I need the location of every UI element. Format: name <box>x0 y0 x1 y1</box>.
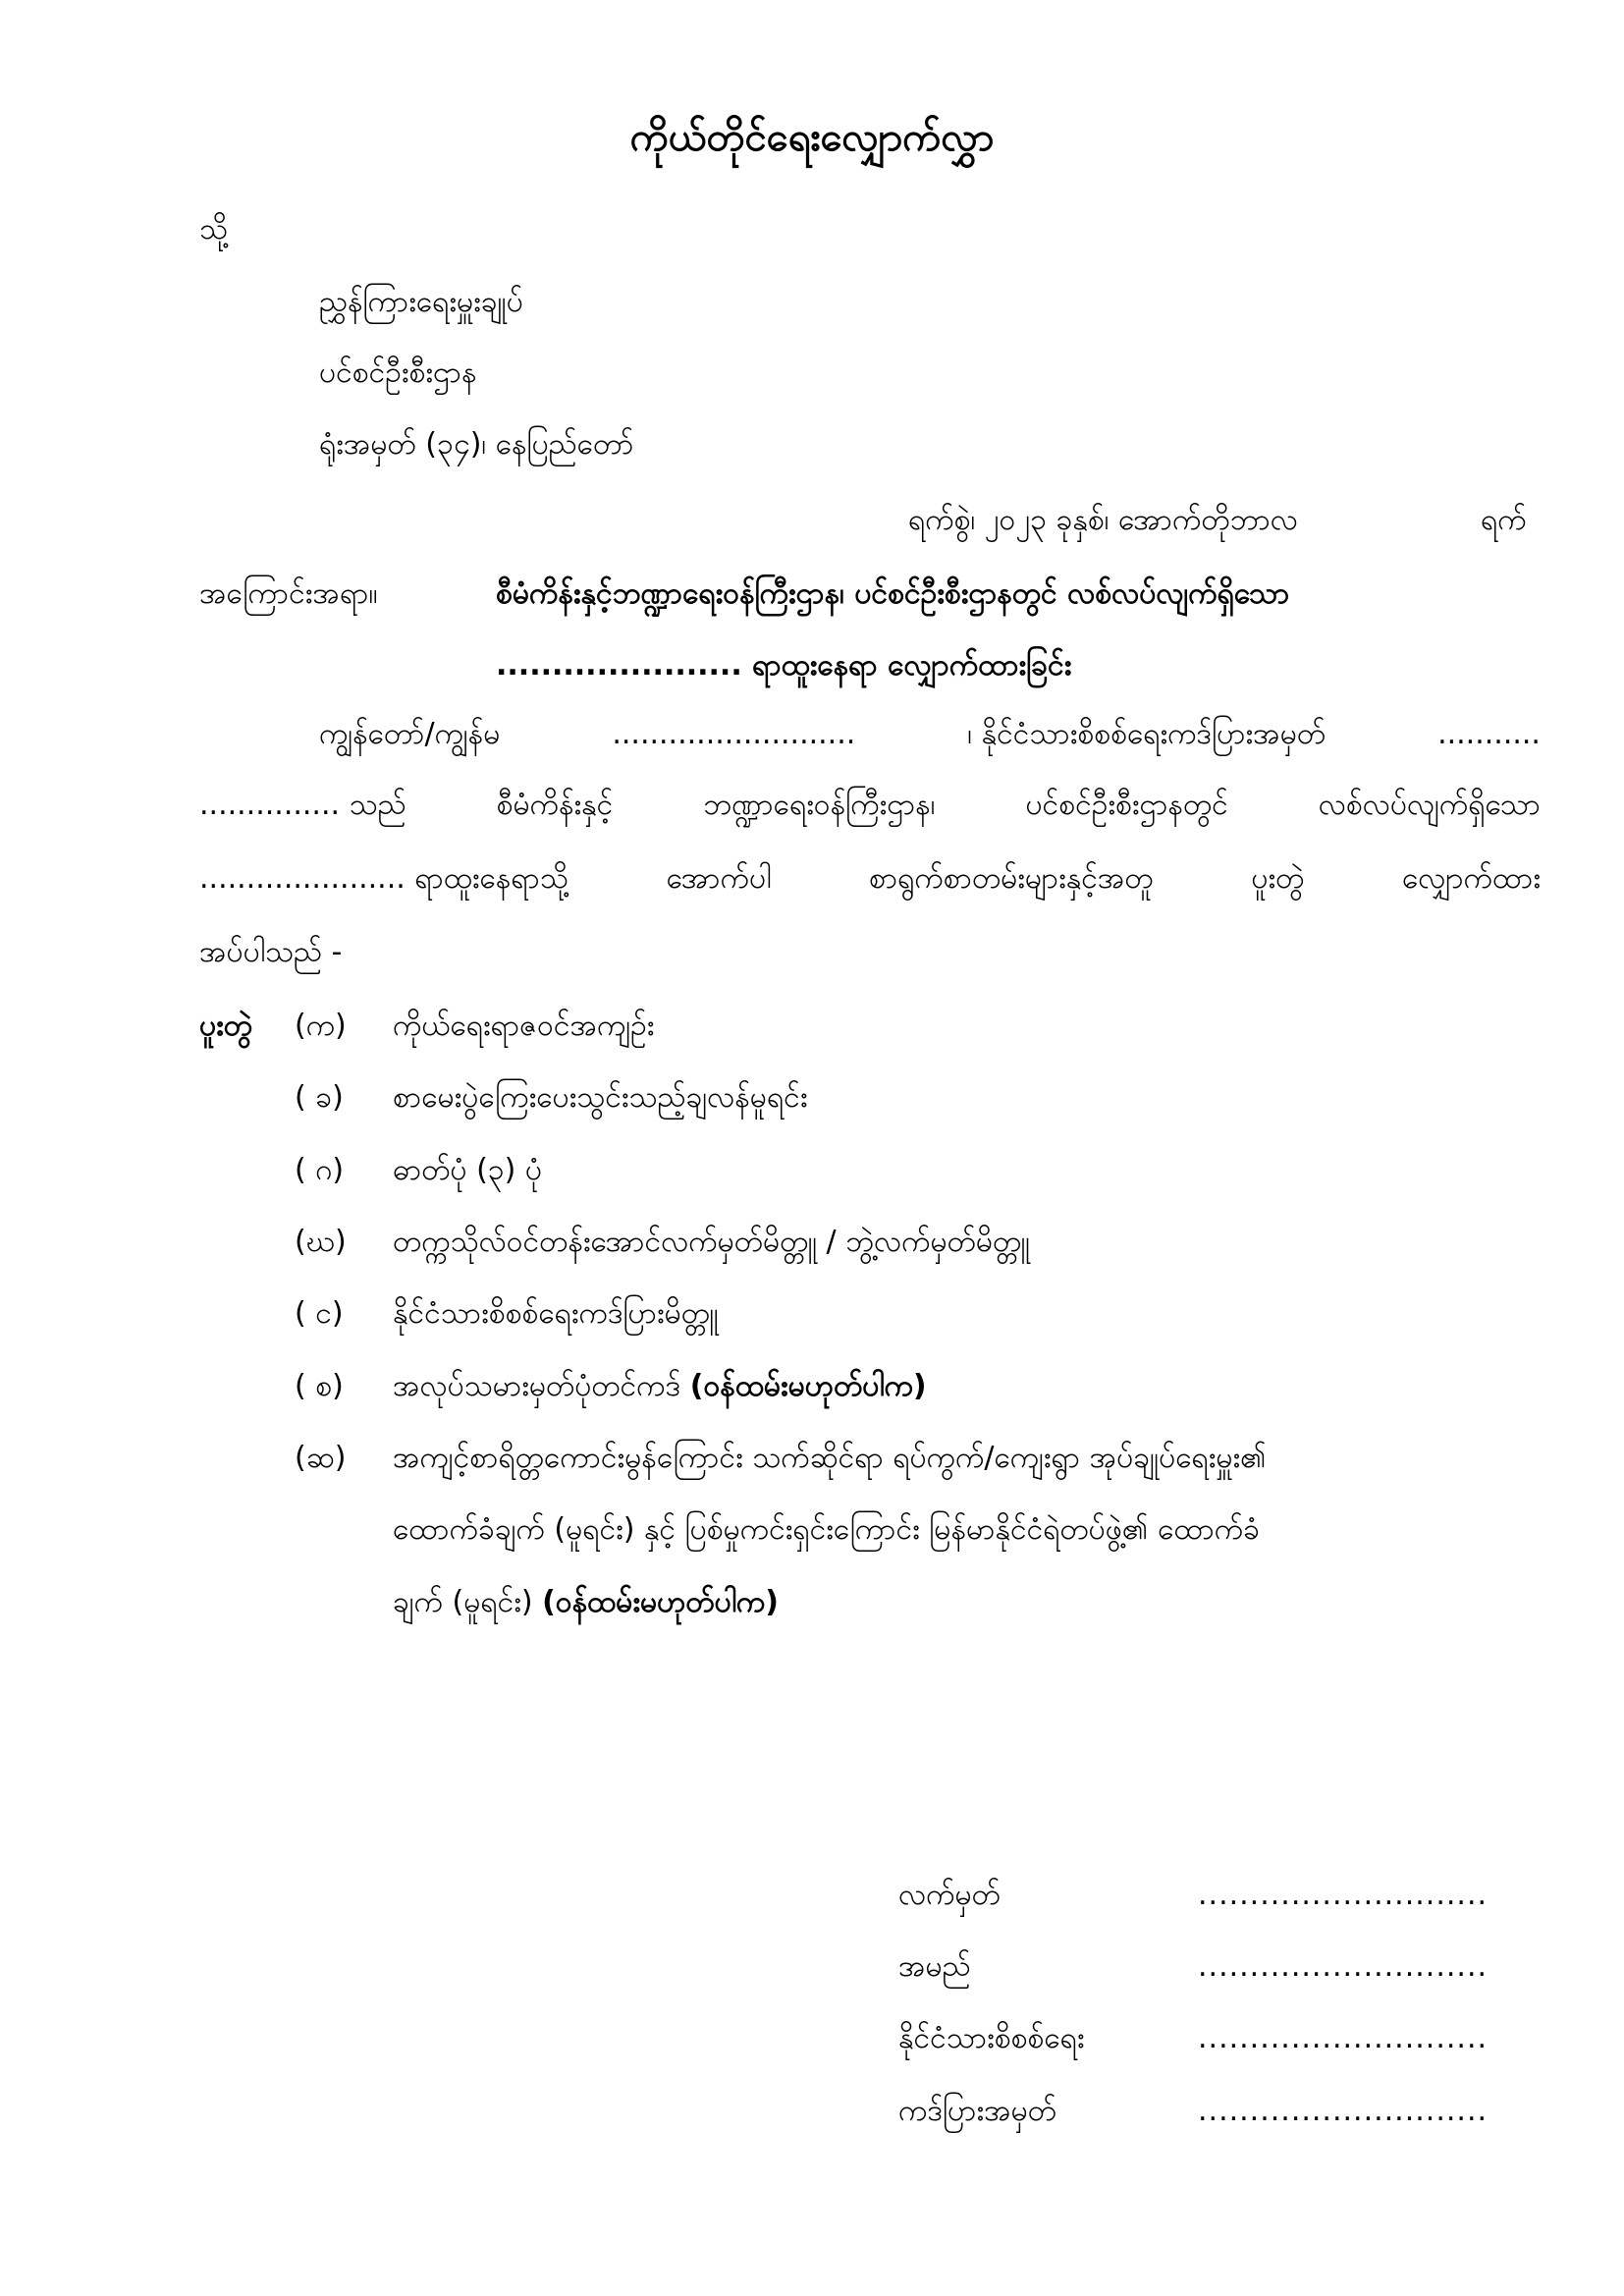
attachment-item-text: ချက် (မူရင်း) <box>393 1585 533 1619</box>
body-line-1-part: ကျွန်တော်/ကျွန်မ <box>319 717 501 751</box>
body-line-3 <box>199 859 1541 899</box>
body-line-3-part: လျှောက်ထား <box>1401 861 1541 896</box>
attachment-item: ကိုယ်ရေးရာဇဝင်အကျဉ်း <box>393 1009 655 1043</box>
nrc-blank: ........... <box>1437 717 1541 751</box>
addressee-line-3: ရုံးအမှတ် (၃၄)၊ နေပြည်တော် <box>319 427 634 462</box>
attachment-item: နိုင်ငံသားစိစစ်ရေးကဒ်ပြားမိတ္တူ <box>393 1296 719 1331</box>
name-blank: .......................... <box>612 717 856 751</box>
body-line-2-part: ဘဏ္ဍာရေးဝန်ကြီးဌာန၊ <box>703 788 936 822</box>
subject-line-2: ...................... ရာထူးနေရာ လျှောက်ထားခြင်း <box>496 648 1072 683</box>
attachment-number: ( စ) <box>295 1369 344 1403</box>
attachment-number: (ဆ) <box>295 1441 347 1475</box>
attachment-number: ( ခ) <box>295 1080 344 1115</box>
card-number-field: ............................ <box>1198 2094 1489 2128</box>
body-line-3-part: စာရွက်စာတမ်းများနှင့်အတူ <box>868 861 1154 896</box>
attachment-item-continuation: ထောက်ခံချက် (မူရင်း) နှင့် ပြစ်မှုကင်းရှင်းကြောင်း မြန်မာနိုင်ငံရဲတပ်ဖွဲ့၏ ထောက်ခံ <box>393 1512 1261 1547</box>
body-line-2 <box>199 786 1541 825</box>
page-title: ကိုယ်တိုင်ရေးလျှောက်လွှာ <box>629 115 995 160</box>
body-line-2-part: ............... သည် <box>199 788 406 822</box>
subject-line-1: စီမံကိန်းနှင့်ဘဏ္ဍာရေးဝန်ကြီးဌာန၊ ပင်စင်ဦးစီးဌာနတွင် လစ်လပ်လျက်ရှိသော <box>496 576 1290 611</box>
attachment-item-note: (ဝန်ထမ်းမဟုတ်ပါက) <box>542 1585 780 1619</box>
body-line-2-part: ပင်စင်ဦးစီးဌာနတွင် <box>1025 788 1228 822</box>
body-line-1 <box>319 715 1541 754</box>
body-line-3-part: အောက်ပါ <box>666 861 772 896</box>
attachment-number: (ဃ) <box>295 1225 347 1259</box>
body-line-2-part: လစ်လပ်လျက်ရှိသော <box>1318 788 1541 822</box>
nrc-field: ............................ <box>1198 2021 1489 2055</box>
attachment-number: ( င) <box>295 1296 344 1331</box>
date-text: ရက်စွဲ၊ ၂၀၂၃ ခုနှစ်၊ အောက်တိုဘာလ <box>908 503 1298 537</box>
attachments-label: ပူးတွဲ <box>199 1009 252 1043</box>
signature-label: လက်မှတ် <box>898 1878 1001 1912</box>
attachment-item: တက္ကသိုလ်ဝင်တန်းအောင်လက်မှတ်မိတ္တူ / ဘွဲ့လက်မှတ်မိတ္တူ <box>393 1225 1030 1259</box>
name-label: အမည် <box>898 1949 971 1984</box>
date-day-suffix: ရက် <box>1481 503 1527 537</box>
body-line-4: အပ်ပါသည် - <box>199 935 343 969</box>
attachment-item-note: (ဝန်ထမ်းမဟုတ်ပါက) <box>689 1369 927 1403</box>
nrc-label: နိုင်ငံသားစိစစ်ရေး <box>898 2021 1085 2055</box>
subject-label: အကြောင်းအရာ။ <box>199 576 378 611</box>
attachment-number: (က) <box>295 1009 347 1043</box>
addressee-line-2: ပင်စင်ဦးစီးဌာန <box>319 355 477 390</box>
card-number-label: ကဒ်ပြားအမှတ် <box>898 2094 1056 2128</box>
to-label: သို့ <box>199 212 229 246</box>
attachment-item <box>393 1367 927 1406</box>
body-line-3-part: ပူးတွဲ <box>1251 861 1305 896</box>
body-line-1-part: ၊ နိုင်ငံသားစိစစ်ရေးကဒ်ပြားအမှတ် <box>967 717 1326 751</box>
attachment-number: ( ဂ) <box>295 1153 345 1187</box>
attachment-item: အကျင့်စာရိတ္တကောင်းမွန်ကြောင်း သက်ဆိုင်ရာ ရပ်ကွက်/ကျေးရွာ အုပ်ချုပ်ရေးမှူး၏ <box>393 1441 1267 1475</box>
attachment-item: စာမေးပွဲကြေးပေးသွင်းသည့်ချလန်မူရင်း <box>393 1080 808 1115</box>
addressee-line-1: ညွှန်ကြားရေးမှူးချုပ် <box>319 285 523 319</box>
attachment-item-continuation <box>393 1583 779 1622</box>
body-line-2-part: စီမံကိန်းနှင့် <box>496 788 614 822</box>
attachment-item-text: အလုပ်သမားမှတ်ပုံတင်ကဒ် <box>393 1369 681 1403</box>
body-line-3-part: ...................... ရာထူးနေရာသို့ <box>199 861 568 896</box>
name-field: ............................ <box>1198 1949 1489 1984</box>
attachment-item: ဓာတ်ပုံ (၃) ပုံ <box>393 1153 542 1187</box>
signature-field: ............................ <box>1198 1878 1489 1912</box>
